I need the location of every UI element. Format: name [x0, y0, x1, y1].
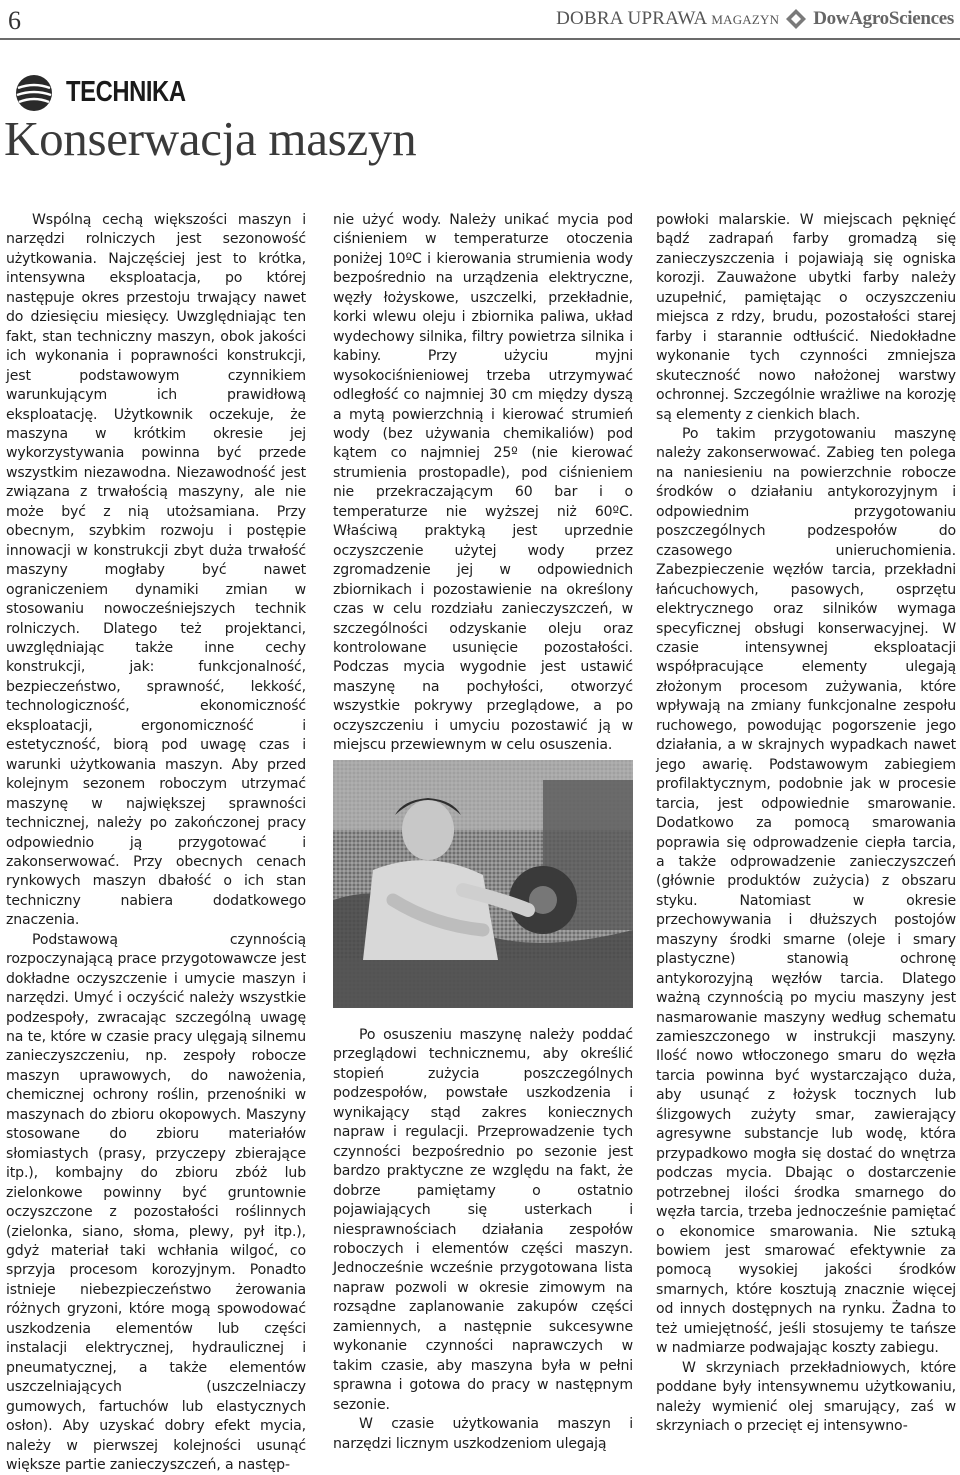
magazine-name [556, 8, 779, 30]
page-number: 6 [8, 6, 21, 35]
paragraph: Po takim przygotowaniu maszynę należy zakonserwować. Zabieg ten polega na naniesieniu na powierzchnie robocze środków o działaniu antykorozyjnym i odpowiednim przygotowaniu poszczególnych podzespołów do czasowego unieruchomienia. Zabezpieczenie węzłów tarcia, przekładni łańcuchowych, pasowych, osprzętu elektrycznego oraz silników wymaga specyficznej obsługi konserwacyjnej. W czasie intensywnej eksploatacji współpracujące elementy ulegają złożonym procesom zużywania, które wpływają na zmiany funkcjonalne zespołu ruchowego, powodując pogorszenie jego działania, a w skrajnych wypadkach nawet jego awarię. Podstawowym zabiegiem profilaktycznym, podobnie jak w procesie tarcia, jest odpowiednie smarowanie. Dodatkowo za pomocą smarowania poprawia się odprowadzenie ciepła tarcia, a także odprowadzenie zanieczyszczeń (głównie produktów zużycia) z obszaru styku. Natomiast w okresie przechowywania i dłuższych postojów maszyny środki smarne (oleje i smary plastyczne) stanowią ochronę antykorozyjną węzłów tarcia. Dlatego ważną czynnością po myciu maszyny jest nasmarowanie maszyny według schematu zamieszczonego w instrukcji maszyny. Ilość nowo wtłoczonego smaru do węzła tarcia powinna być wystarczająco duża, aby usunąć z łożysk tocznych lub ślizgowych zużyty smar, zawierający agresywne substancje lub wodę, która przypadkowo mogła się dostać do wnętrza podczas mycia. Dbając o dostarczenie potrzebnej ilości środka smarnego do węzła tarcia, trzeba jednocześnie pamiętać o ekonomice smarowania. Nie sztuką bowiem jest smarować efektywnie za pomocą wysokiej jakości środków smarnych, które kosztują znacznie więcej od innych dostępnych na rynku. Żadna to też umiejętność, jeśli stosujemy te tańsze w nadmiarze podwajając koszty zabiegu. [656, 425, 956, 1357]
section-label: TECHNIKA [66, 76, 186, 108]
page-header [556, 8, 954, 30]
magazine-name-main: DOBRA UPRAWA [556, 8, 712, 29]
article-column-3 [656, 211, 956, 1436]
paragraph: nie użyć wody. Należy unikać mycia pod ciśnieniem w temperaturze otoczenia poniżej 10ºC i kierowania strumienia wody bezpośrednio na urządzenia elektryczne, węzły łożyskowe, uszczelki, przekładnie, korki wlewu oleju i zbiornika paliwa, układ wydechowy silnika, filtry powietrza silnika i kabiny. Przy użyciu myjni wysokociśnieniowej trzeba utrzymywać odległość co najmniej 30 cm między dyszą a mytą powierzchnią i kierować strumień wody (bez używania chemikaliów) pod kątem co najmniej 25º (nie kierować strumienia prostopadle), pod ciśnieniem nie przekraczającym 60 bar i o temperaturze nie wyższej niż 60ºC. Właściwą praktyką jest uprzednie oczyszczenie użytej wody przez zgromadzenie jej w odpowiednich zbiornikach i pozostawienie na określony czas w celu rozdziału zanieczyszczeń, w szczególności odzyskanie oleju oraz kontrolowane usunięcie pozostałości. Podczas mycia wygodnie jest ustawić maszynę na pochyłości, otworzyć wszystkie pokrywy przeglądowe, a po oczyszczeniu i umyciu pozostawić ją w miejscu przewiewnym w celu osuszenia. [333, 212, 633, 754]
dow-diamond-icon [785, 8, 807, 30]
paragraph: W czasie użytkowania maszyn i narzędzi licznym uszkodzeniom ulegają [333, 1416, 633, 1452]
header-rule [0, 38, 960, 40]
technika-sphere-logo-icon [14, 73, 54, 113]
paragraph: Podstawową czynnością rozpoczynającą prace przygotowawcze jest dokładne oczyszczenie i umycie maszyn i narzędzi. Umyć i oczyścić należy wszystkie podzespoły, zwracając szczególną uwagę na te, które w czasie pracy ulęgają silnemu zanieczyszczeniu, np. zespoły robocze maszyn uprawowych, do nawożenia, chemicznej ochrony roślin, przenośniki w maszynach do zbioru okopowych. Maszyny stosowane do zbioru materiałów słomiastych (prasy, przyczepy zbierające itp.), kombajny do zbioru zbóż lub zielonkowe powinny być gruntownie oczyszczone z pozostałości roślinnych (zielonka, siano, słoma, plewy, pył itp.), gdyż materiał taki wchłania wilgoć, co sprzyja procesom korozyjnym. Ponadto istnieje niebezpieczeństwo żerowania różnych gryzoni, które mogą spowodować uszkodzenia elementów lub części instalacji elektrycznej, hydraulicznej i pneumatycznej, a także elementów uszczelniających (uszczelniaczy gumowych, fartuchów lub elastycznych osłon). Aby uzyskać dobry efekt mycia, należy w pierwszej kolejności usunąć większe partie zanieczyszczeń, a następ- [6, 931, 306, 1473]
article-title: Konserwacja maszyn [4, 111, 417, 166]
paragraph: powłoki malarskie. W miejscach pęknięć bądź zadrapań farby gromadzą się zanieczyszczenia i pojawiają się ogniska korozji. Zauważone ubytki farby należy uzupełnić, pamiętając o oczyszczeniu miejsca z rdzy, brudu, pozostałości starej farby i starannie odtłuścić. Niedokładne wykonanie tych czynności zmniejsza skuteczność nowo nałożonej warstwy ochronnej. Szczególnie wrażliwe na korozję są elementy z cienkich blach. [656, 212, 956, 423]
article-column-1 [6, 211, 306, 1473]
article-column-2-lower [333, 1026, 633, 1452]
article-column-2 [333, 211, 633, 756]
paragraph: Po osuszeniu maszynę należy poddać przeglądowi technicznemu, aby określić stopień zużycia poszczególnych podzespołów, powstałe uszkodzenia i wynikający stąd zakres koniecznych napraw i regulacji. Przeprowadzenie tych czynności bezpośrednio po sezonie jest bardzo praktyczne ze względu na fakt, że dobrze pamiętamy o ostatnio pojawiających się usterkach i niesprawnościach działania zespołów roboczych i elementów części maszyn. Jednocześnie wcześnie przygotowana lista napraw pozwoli w okresie zimowym na rozsądne zaplanowanie zakupów części zamiennych, a następnie sukcesywne wykonanie czynności naprawczych w takim czasie, aby maszyna była w pełni sprawna i gotowa do pracy w następnym sezonie. [333, 1027, 633, 1413]
farmer-at-machine-photo [333, 760, 633, 1008]
brand-name: DowAgroSciences [813, 8, 954, 29]
paragraph: Wspólną cechą większości maszyn i narzędzi rolniczych jest sezonowość użytkowania. Najczęściej jest to krótka, intensywna eksploatacja, po której następuje okres przestoju trwający nawet do dziesięciu miesięcy. Uwzględniając ten fakt, stan techniczny maszyn, obok jakości ich wykonania i poprawności konstrukcji, jest podstawowym czynnikiem warunkującym ich prawidłową eksploatację. Użytkownik oczekuje, że maszyna w krótkim okresie jej wykorzystywania powinna być przede wszystkim niezawodna. Niezawodność jest związana z trwałością maszyny, ale nie może być z nią utożsamiana. Przy obecnym, szybkim rozwoju i postępie innowacji w konstrukcji zbyt duża trwałość maszyny mogłaby być nawet ograniczeniem dynamiki zmian w stosowaniu nowocześniejszych technik rolniczych. Dlatego też projektanci, uwzględniając także inne cechy konstrukcji, jak: funkcjonalność, bezpieczeństwo, sprawność, lekkość, technologiczność, ekonomiczność eksploatacji, ergonomiczność i estetyczność, biorą pod uwagę czas i warunki użytkowania maszyn. Aby przed kolejnym sezonem roboczym utrzymać maszynę w największej sprawności technicznej, należy po zakończonej pracy odpowiednio ją przygotować i zakonserwować. Przy obecnych cenach rynkowych maszyn dbałość o ich stan techniczny nabiera dodatkowego znaczenia. [6, 212, 306, 929]
paragraph: W skrzyniach przekładniowych, które poddane były intensywnemu użytkowaniu, należy wymienić olej smarujący, zaś w skrzyniach o przecięt ej intensywno- [656, 1359, 956, 1435]
magazine-name-small: MAGAZYN [711, 12, 780, 27]
